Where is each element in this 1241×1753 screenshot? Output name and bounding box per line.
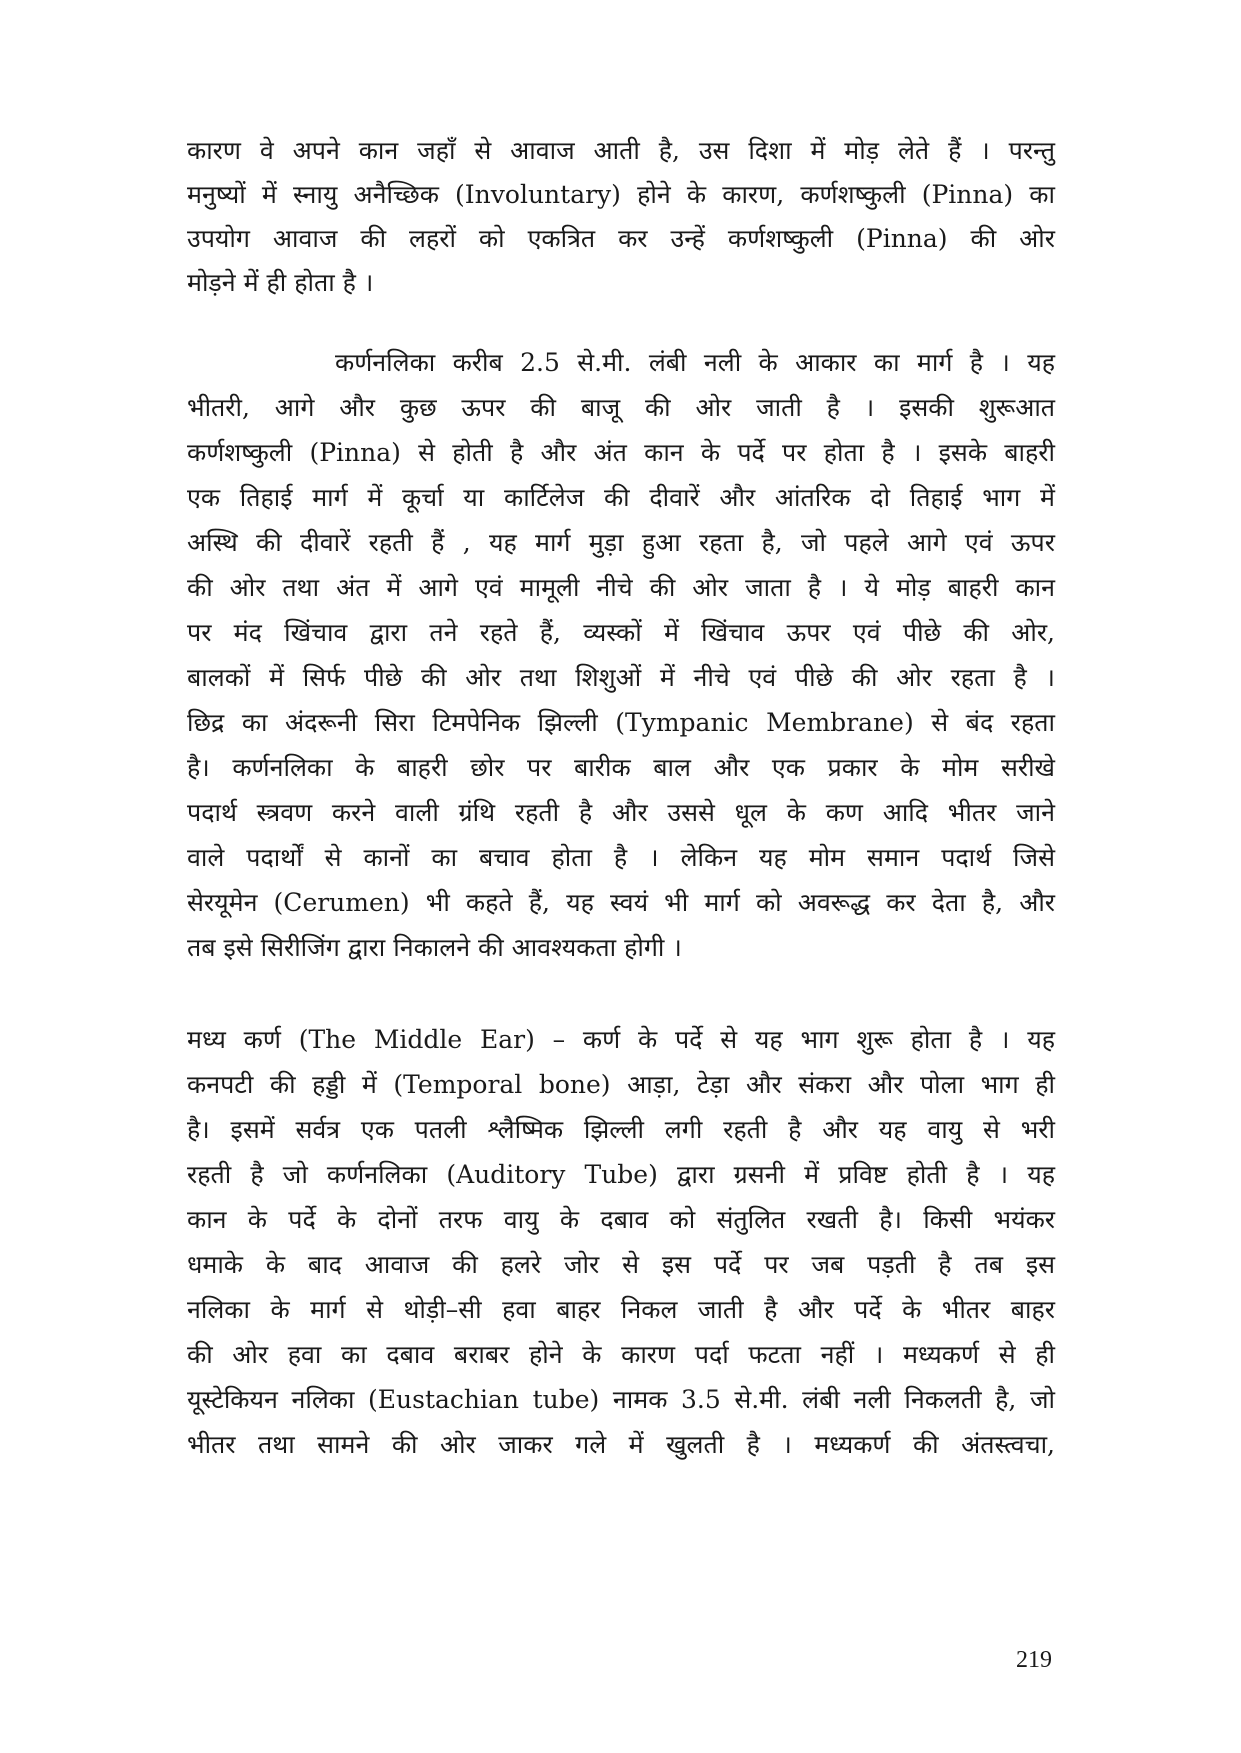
paragraph-2-line-8: बालकों में सिर्फ पीछे की ओर तथा शिशुओं में नीचे एवं पीछे की ओर रहता है । <box>187 663 1055 692</box>
paragraph-3-line-7: नलिका के मार्ग से थोड़ी–सी हवा बाहर निकल जाती है और पर्दे के भीतर बाहर <box>187 1295 1055 1324</box>
paragraph-2-line-7: पर मंद खिंचाव द्वारा तने रहते हैं, व्यस्कों में खिंचाव ऊपर एवं पीछे की ओर, <box>187 618 1055 647</box>
paragraph-3-line-1: मध्य कर्ण (The Middle Ear) – कर्ण के पर्दे से यह भाग शुरू होता है । यह <box>187 1025 1055 1054</box>
paragraph-2-line-9: छिद्र का अंदरूनी सिरा टिमपेनिक झिल्ली (Tympanic Membrane) से बंद रहता <box>187 708 1055 737</box>
page-number: 219 <box>1016 1647 1052 1673</box>
paragraph-3-line-4: रहती है जो कर्णनलिका (Auditory Tube) द्वारा ग्रसनी में प्रविष्ट होती है । यह <box>187 1160 1055 1189</box>
paragraph-2-line-11: पदार्थ स्त्रवण करने वाली ग्रंथि रहती है और उससे धूल के कण आदि भीतर जाने <box>187 798 1055 827</box>
paragraph-2-line-2: भीतरी, आगे और कुछ ऊपर की बाजू की ओर जाती है । इसकी शुरूआत <box>187 393 1055 422</box>
paragraph-3-line-3: है। इसमें सर्वत्र एक पतली श्लैष्मिक झिल्ली लगी रहती है और यह वायु से भरी <box>187 1115 1055 1144</box>
paragraph-1-line-4: मोड़ने में ही होता है । <box>187 268 374 297</box>
paragraph-1-line-1: कारण वे अपने कान जहाँ से आवाज आती है, उस दिशा में मोड़ लेते हैं । परन्तु <box>187 136 1055 165</box>
paragraph-1-line-3: उपयोग आवाज की लहरों को एकत्रित कर उन्हें कर्णशष्कुली (Pinna) की ओर <box>187 224 1055 253</box>
paragraph-3-line-2: कनपटी की हड्डी में (Temporal bone) आड़ा, टेड़ा और संकरा और पोला भाग ही <box>187 1070 1055 1099</box>
paragraph-3-line-6: धमाके के बाद आवाज की हलरे जोर से इस पर्दे पर जब पड़ती है तब इस <box>187 1250 1055 1279</box>
paragraph-2-line-14: तब इसे सिरीजिंग द्वारा निकालने की आवश्यकता होगी । <box>187 933 682 962</box>
paragraph-2-line-1: कर्णनलिका करीब 2.5 से.मी. लंबी नली के आकार का मार्ग है । यह <box>335 348 1055 377</box>
paragraph-3-line-8: की ओर हवा का दबाव बराबर होने के कारण पर्दा फटता नहीं । मध्यकर्ण से ही <box>187 1340 1055 1369</box>
paragraph-2-line-4: एक तिहाई मार्ग में कूर्चा या कार्टिलेज की दीवारें और आंतरिक दो तिहाई भाग में <box>187 483 1055 512</box>
paragraph-2-line-3: कर्णशष्कुली (Pinna) से होती है और अंत कान के पर्दे पर होता है । इसके बाहरी <box>187 438 1055 467</box>
paragraph-3-line-10: भीतर तथा सामने की ओर जाकर गले में खुलती है । मध्यकर्ण की अंतस्त्वचा, <box>187 1430 1055 1459</box>
paragraph-2-line-5: अस्थि की दीवारें रहती हैं , यह मार्ग मुड़ा हुआ रहता है, जो पहले आगे एवं ऊपर <box>187 528 1055 557</box>
paragraph-2-line-10: है। कर्णनलिका के बाहरी छोर पर बारीक बाल और एक प्रकार के मोम सरीखे <box>187 753 1055 782</box>
paragraph-3-line-5: कान के पर्दे के दोनों तरफ वायु के दबाव को संतुलित रखती है। किसी भयंकर <box>187 1205 1055 1234</box>
paragraph-2-line-12: वाले पदार्थों से कानों का बचाव होता है । लेकिन यह मोम समान पदार्थ जिसे <box>187 843 1055 872</box>
paragraph-1-line-2: मनुष्यों में स्नायु अनैच्छिक (Involuntary) होने के कारण, कर्णशष्कुली (Pinna) का <box>187 180 1055 209</box>
paragraph-3-line-9: यूस्टेकियन नलिका (Eustachian tube) नामक 3.5 से.मी. लंबी नली निकलती है, जो <box>187 1385 1055 1414</box>
paragraph-2-line-13: सेरयूमेन (Cerumen) भी कहते हैं, यह स्वयं भी मार्ग को अवरूद्ध कर देता है, और <box>187 888 1055 917</box>
paragraph-2-line-6: की ओर तथा अंत में आगे एवं मामूली नीचे की ओर जाता है । ये मोड़ बाहरी कान <box>187 573 1055 602</box>
